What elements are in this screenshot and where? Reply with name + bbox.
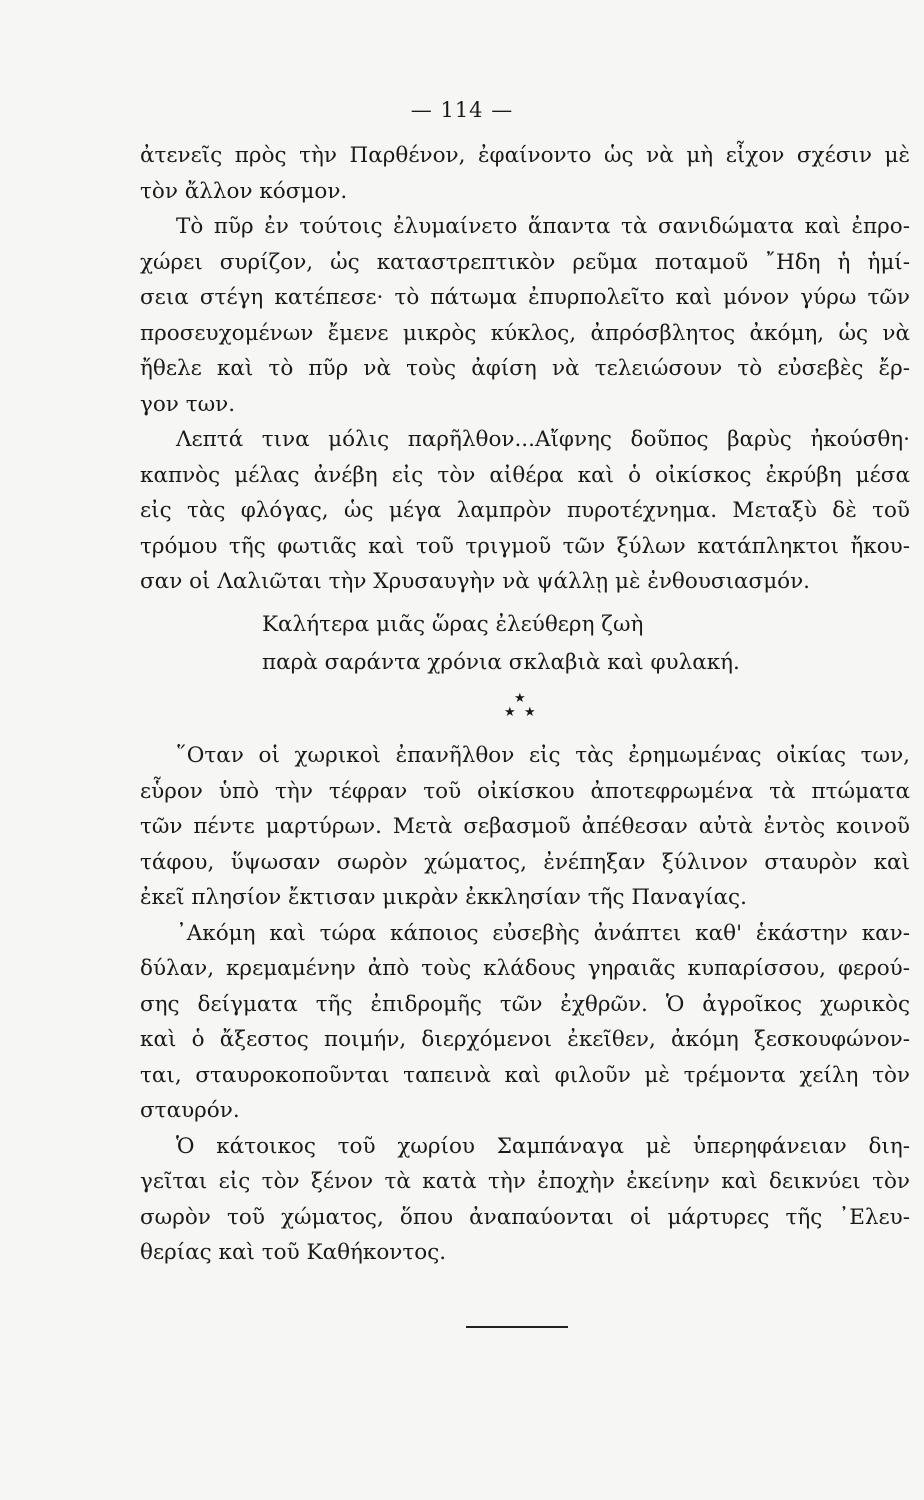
paragraph-4-line: τάφου, ὕψωσαν σωρὸν χώματος, ἐνέπηξαν ξύλινον σταυρὸν καὶ bbox=[140, 849, 910, 875]
paragraph-2-line: Τὸ πῦρ ἐν τούτοις ἐλυμαίνετο ἅπαντα τὰ σανιδώματα καὶ ἐπρο- bbox=[176, 214, 910, 239]
paragraph-4-line: τῶν πέντε μαρτύρων. Μετὰ σεβασμοῦ ἀπέθεσαν αὐτὰ ἐντὸς κοινοῦ bbox=[140, 814, 910, 839]
page-number: — 114 — bbox=[410, 98, 514, 122]
paragraph-5-line: καὶ ὁ ἄξεστος ποιμήν, διερχόμενοι ἐκεῖθεν, ἀκόμη ξεσκουφώνον- bbox=[140, 1027, 910, 1052]
verse-quote bbox=[262, 606, 822, 682]
paragraph-5-line: ται, σταυροκοποῦνται ταπεινὰ καὶ φιλοῦν μὲ τρέμοντα χείλη τὸν bbox=[140, 1062, 910, 1088]
paragraph-1-line: ἀτενεῖς πρὸς τὴν Παρθένον, ἐφαίνοντο ὡς νὰ μὴ εἶχον σχέσιν μὲ bbox=[140, 143, 910, 168]
paragraph-3-line: Λεπτά τινα μόλις παρῆλθον...Αἴφνης δοῦπος βαρὺς ἠκούσθη· bbox=[176, 427, 910, 452]
paragraph-6-line: σωρὸν τοῦ χώματος, ὅπου ἀναπαύονται οἱ μάρτυρες τῆς ᾿Ελευ- bbox=[140, 1204, 910, 1230]
paragraph-5-line: σης δείγματα τῆς ἐπιδρομῆς τῶν ἐχθρῶν. Ὁ ἀγροῖκος χωρικὸς bbox=[140, 991, 910, 1017]
paragraph-2-line: σεια στέγη κατέπεσε· τὸ πάτωμα ἐπυρπολεῖτο καὶ μόνον γύρω τῶν bbox=[140, 285, 910, 310]
asterism-divider bbox=[500, 690, 540, 724]
paragraph-2-line: χώρει συρίζον, ὡς καταστρεπτικὸν ρεῦμα ποταμοῦ ῎Ηδη ἡ ἡμί- bbox=[140, 249, 910, 275]
paragraph-4-line: ῞Οταν οἱ χωρικοὶ ἐπανῆλθον εἰς τὰς ἐρημωμένας οἰκίας των, bbox=[176, 743, 910, 768]
asterism-star: ★ bbox=[524, 705, 536, 720]
paragraph-5-line: ᾿Ακόμη καὶ τώρα κάποιος εὐσεβὴς ἀνάπτει καθ' ἑκάστην καν- bbox=[176, 920, 910, 946]
paragraph-5-line: δύλαν, κρεμαμένην ἀπὸ τοὺς κλάδους γηραιᾶς κυπαρίσσου, φερού- bbox=[140, 956, 910, 981]
paragraph-5-line: σταυρόν. bbox=[140, 1098, 240, 1123]
paragraph-2-line: προσευχομένων ἔμενε μικρὸς κύκλος, ἀπρόσβλητος ἀκόμη, ὡς νὰ bbox=[140, 320, 910, 346]
text-block-upper bbox=[140, 138, 910, 600]
paragraph-3-line: καπνὸς μέλας ἀνέβη εἰς τὸν αἰθέρα καὶ ὁ οἰκίσκος ἐκρύβη μέσα bbox=[140, 462, 910, 488]
paragraph-3-line: σαν οἱ Λαλιῶται τὴν Χρυσαυγὴν νὰ ψάλλῃ μὲ ἐνθουσιασμόν. bbox=[140, 569, 811, 594]
paragraph-6-line: γεῖται εἰς τὸν ξένον τὰ κατὰ τὴν ἐποχὴν ἐκείνην καὶ δεικνύει τὸν bbox=[140, 1169, 910, 1194]
paragraph-1-line: τὸν ἄλλον κόσμον. bbox=[140, 178, 348, 204]
verse-line: Καλήτερα μιᾶς ὥρας ἐλεύθερη ζωὴ bbox=[262, 612, 644, 637]
paragraph-2-line: ἤθελε καὶ τὸ πῦρ νὰ τοὺς ἀφίση νὰ τελειώσουν τὸ εὐσεβὲς ἔρ- bbox=[140, 356, 910, 381]
paragraph-2-line: γον των. bbox=[140, 391, 236, 417]
text-block-lower bbox=[140, 738, 910, 1271]
paragraph-3-line: τρόμου τῆς φωτιᾶς καὶ τοῦ τριγμοῦ τῶν ξύλων κατάπληκτοι ἤκου- bbox=[140, 533, 910, 559]
asterism-star: ★ bbox=[514, 691, 526, 706]
paragraph-4-line: ἐκεῖ πλησίον ἔκτισαν μικρὰν ἐκκλησίαν τῆς Παναγίας. bbox=[140, 885, 747, 910]
paragraph-4-line: εὗρον ὑπὸ τὴν τέφραν τοῦ οἰκίσκου ἀποτεφρωμένα τὰ πτώματα bbox=[140, 778, 910, 804]
paragraph-6-line: θερίας καὶ τοῦ Καθήκοντος. bbox=[140, 1240, 447, 1265]
asterism-star: ★ bbox=[504, 705, 516, 720]
paragraph-3-line: εἰς τὰς φλόγας, ὡς μέγα λαμπρὸν πυροτέχνημα. Μεταξὺ δὲ τοῦ bbox=[140, 498, 910, 523]
verse-line: παρὰ σαράντα χρόνια σκλαβιὰ καὶ φυλακή. bbox=[262, 650, 740, 675]
paragraph-6-line: Ὁ κάτοικος τοῦ χωρίου Σαμπάναγα μὲ ὑπερηφάνειαν διη- bbox=[176, 1133, 910, 1159]
end-rule bbox=[466, 1326, 568, 1328]
